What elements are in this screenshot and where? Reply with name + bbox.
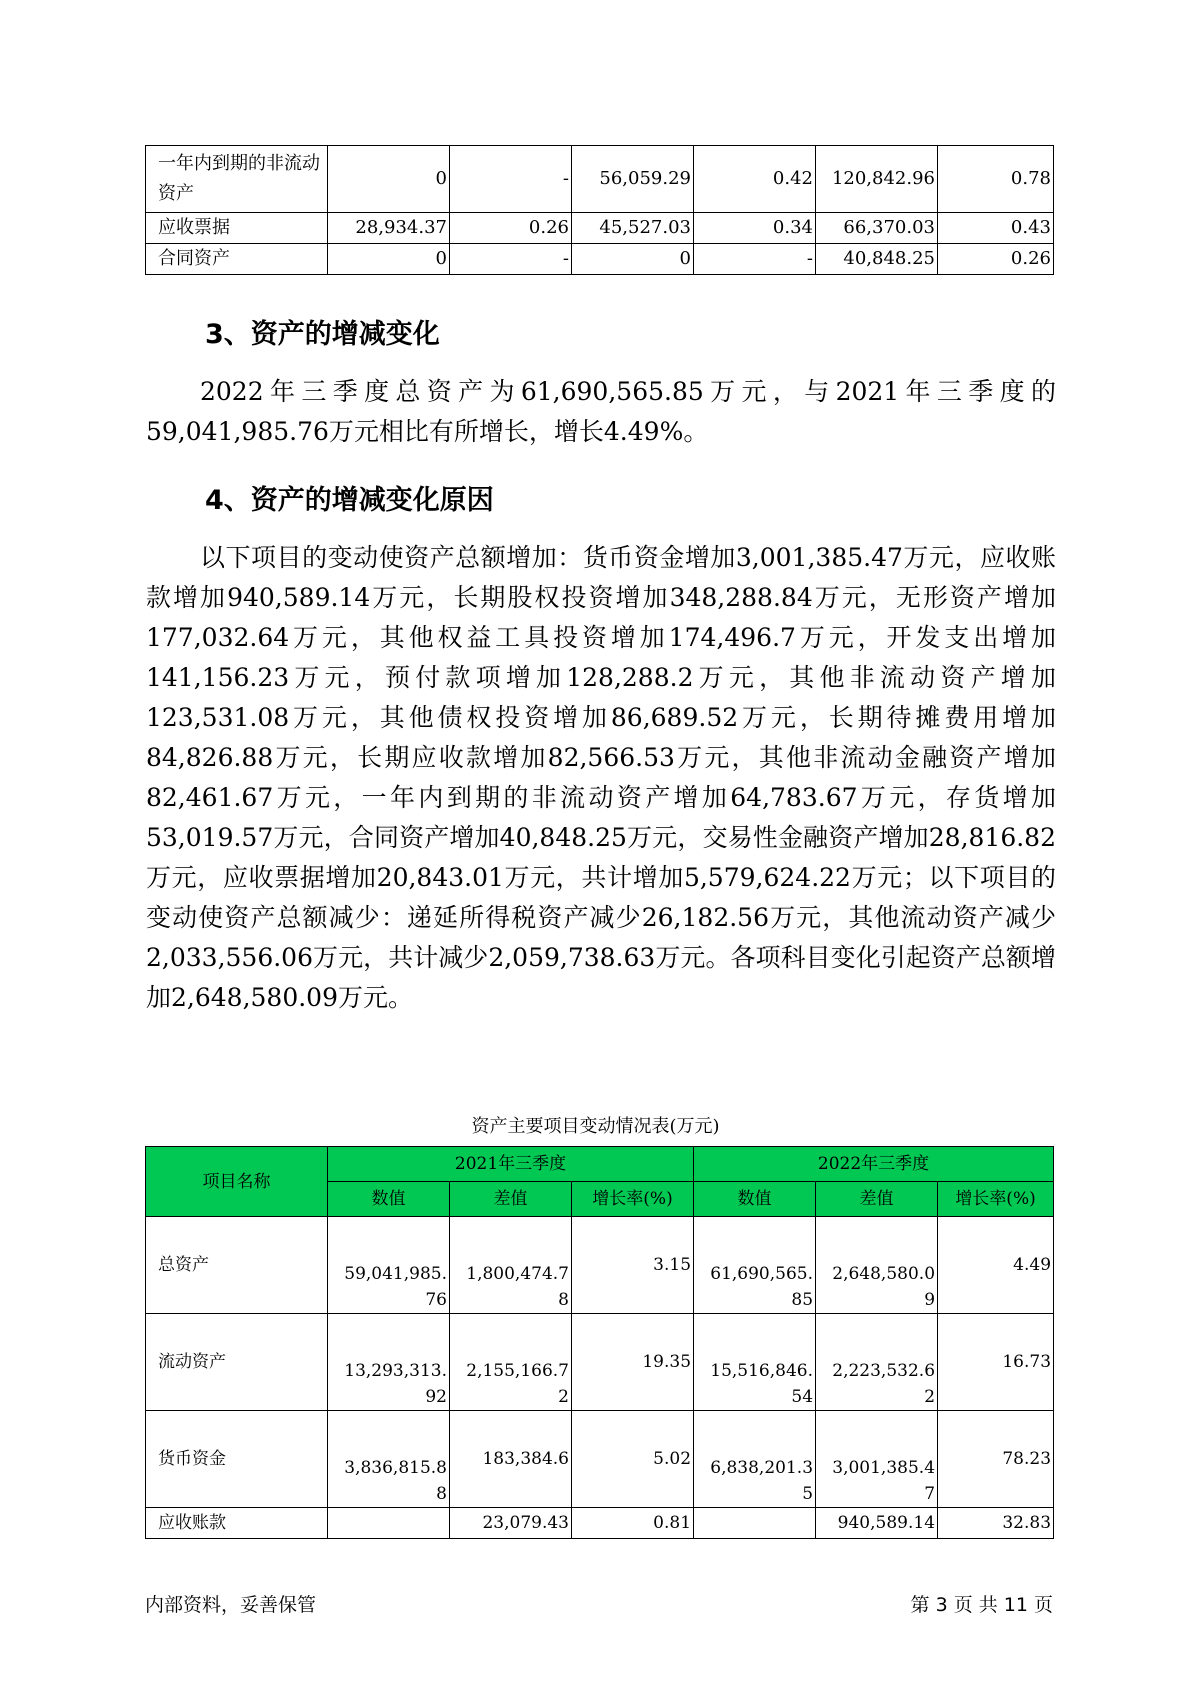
cell: 0.26 xyxy=(938,244,1054,275)
body-paragraph: 以下项目的变动使资产总额增加：货币资金增加3,001,385.47万元，应收账款增加940,589.14万元，长期股权投资增加348,288.84万元，无形资产增加177,032.64万元，其他权益工具投资增加174,496.7万元，开发支出增加141,156.23万元，预付款项增加128,288.2万元，其他非流动资产增加123,531.08万元，其他债权投资增加86,689.52万元，长期待摊费用增加84,826.88万元，长期应收款增加82,566.53万元，其他非流动金融资产增加82,461.67万元，一年内到期的非流动资产增加64,783.67万元，存货增加53,019.57万元，合同资产增加40,848.25万元，交易性金融资产增加28,816.82万元，应收票据增加20,843.01万元，共计增加5,579,624.22万元；以下项目的变动使资产总额减少：递延所得税资产减少26,182.56万元，其他流动资产减少2,033,556.06万元，共计减少2,059,738.63万元。各项科目变化引起资产总额增加2,648,580.09万元。 xyxy=(146,543,1056,1012)
cell: - xyxy=(450,244,572,275)
cell: 13,293,313. 92 xyxy=(328,1314,450,1411)
cell: 3,836,815.8 8 xyxy=(328,1411,450,1508)
table-caption: 资产主要项目变动情况表(万元) xyxy=(471,1116,720,1137)
cell: 16.73 xyxy=(938,1314,1054,1411)
cell: 4.49 xyxy=(938,1217,1054,1314)
cell: 2,223,532.6 2 xyxy=(816,1314,938,1411)
header-value: 数值 xyxy=(694,1182,816,1217)
cell: 0.78 xyxy=(938,146,1054,213)
cell: - xyxy=(450,146,572,213)
cell: 5.02 xyxy=(572,1411,694,1508)
cell: 61,690,565. 85 xyxy=(694,1217,816,1314)
row-label: 总资产 xyxy=(146,1217,328,1314)
header-rate: 增长率(%) xyxy=(572,1182,694,1217)
footer-confidential-note: 内部资料，妥善保管 xyxy=(145,1594,317,1616)
row-label: 货币资金 xyxy=(146,1411,328,1508)
cell: 0.81 xyxy=(572,1508,694,1539)
cell: 28,934.37 xyxy=(328,213,450,244)
table-row xyxy=(146,1508,1054,1539)
cell: 15,516,846. 54 xyxy=(694,1314,816,1411)
row-label: 应收票据 xyxy=(146,213,328,244)
cell: 0 xyxy=(572,244,694,275)
row-label: 流动资产 xyxy=(146,1314,328,1411)
table-row xyxy=(146,1411,1054,1508)
continued-asset-table xyxy=(145,145,1054,275)
cell xyxy=(694,1508,816,1539)
table-row xyxy=(146,244,1054,275)
cell: 3.15 xyxy=(572,1217,694,1314)
cell: 2,648,580.0 9 xyxy=(816,1217,938,1314)
cell: 0.34 xyxy=(694,213,816,244)
body-paragraph: 2022年三季度总资产为61,690,565.85万元，与2021年三季度的59,041,985.76万元相比有所增长，增长4.49%。 xyxy=(146,377,1056,446)
cell: 940,589.14 xyxy=(816,1508,938,1539)
cell: 66,370.03 xyxy=(816,213,938,244)
cell: 6,838,201.3 5 xyxy=(694,1411,816,1508)
cell: 40,848.25 xyxy=(816,244,938,275)
table-row xyxy=(146,146,1054,213)
header-period-2022: 2022年三季度 xyxy=(694,1147,1054,1182)
cell: 32.83 xyxy=(938,1508,1054,1539)
row-label: 一年内到期的非流动资产 xyxy=(146,146,328,213)
header-rate: 增长率(%) xyxy=(938,1182,1054,1217)
table-row xyxy=(146,1314,1054,1411)
cell: 0 xyxy=(328,146,450,213)
cell: 0.42 xyxy=(694,146,816,213)
cell: 2,155,166.7 2 xyxy=(450,1314,572,1411)
header-item-name: 项目名称 xyxy=(146,1147,328,1217)
cell: 183,384.6 xyxy=(450,1411,572,1508)
cell: 0 xyxy=(328,244,450,275)
cell: 0.43 xyxy=(938,213,1054,244)
cell: 3,001,385.4 7 xyxy=(816,1411,938,1508)
cell: 19.35 xyxy=(572,1314,694,1411)
asset-change-table xyxy=(145,1146,1054,1539)
header-period-2021: 2021年三季度 xyxy=(328,1147,694,1182)
header-diff: 差值 xyxy=(450,1182,572,1217)
section-heading: 3、资产的增减变化 xyxy=(205,319,440,350)
cell: 78.23 xyxy=(938,1411,1054,1508)
cell: 0.26 xyxy=(450,213,572,244)
cell: 120,842.96 xyxy=(816,146,938,213)
table-row xyxy=(146,213,1054,244)
section-heading: 4、资产的增减变化原因 xyxy=(205,485,494,516)
cell: 59,041,985. 76 xyxy=(328,1217,450,1314)
cell: - xyxy=(694,244,816,275)
footer-page-number: 第 3 页 共 11 页 xyxy=(910,1594,1053,1616)
header-diff: 差值 xyxy=(816,1182,938,1217)
cell: 56,059.29 xyxy=(572,146,694,213)
header-row xyxy=(146,1147,1054,1182)
table-row xyxy=(146,1217,1054,1314)
cell: 45,527.03 xyxy=(572,213,694,244)
cell: 23,079.43 xyxy=(450,1508,572,1539)
row-label: 合同资产 xyxy=(146,244,328,275)
cell: 1,800,474.7 8 xyxy=(450,1217,572,1314)
row-label: 应收账款 xyxy=(146,1508,328,1539)
cell xyxy=(328,1508,450,1539)
header-value: 数值 xyxy=(328,1182,450,1217)
